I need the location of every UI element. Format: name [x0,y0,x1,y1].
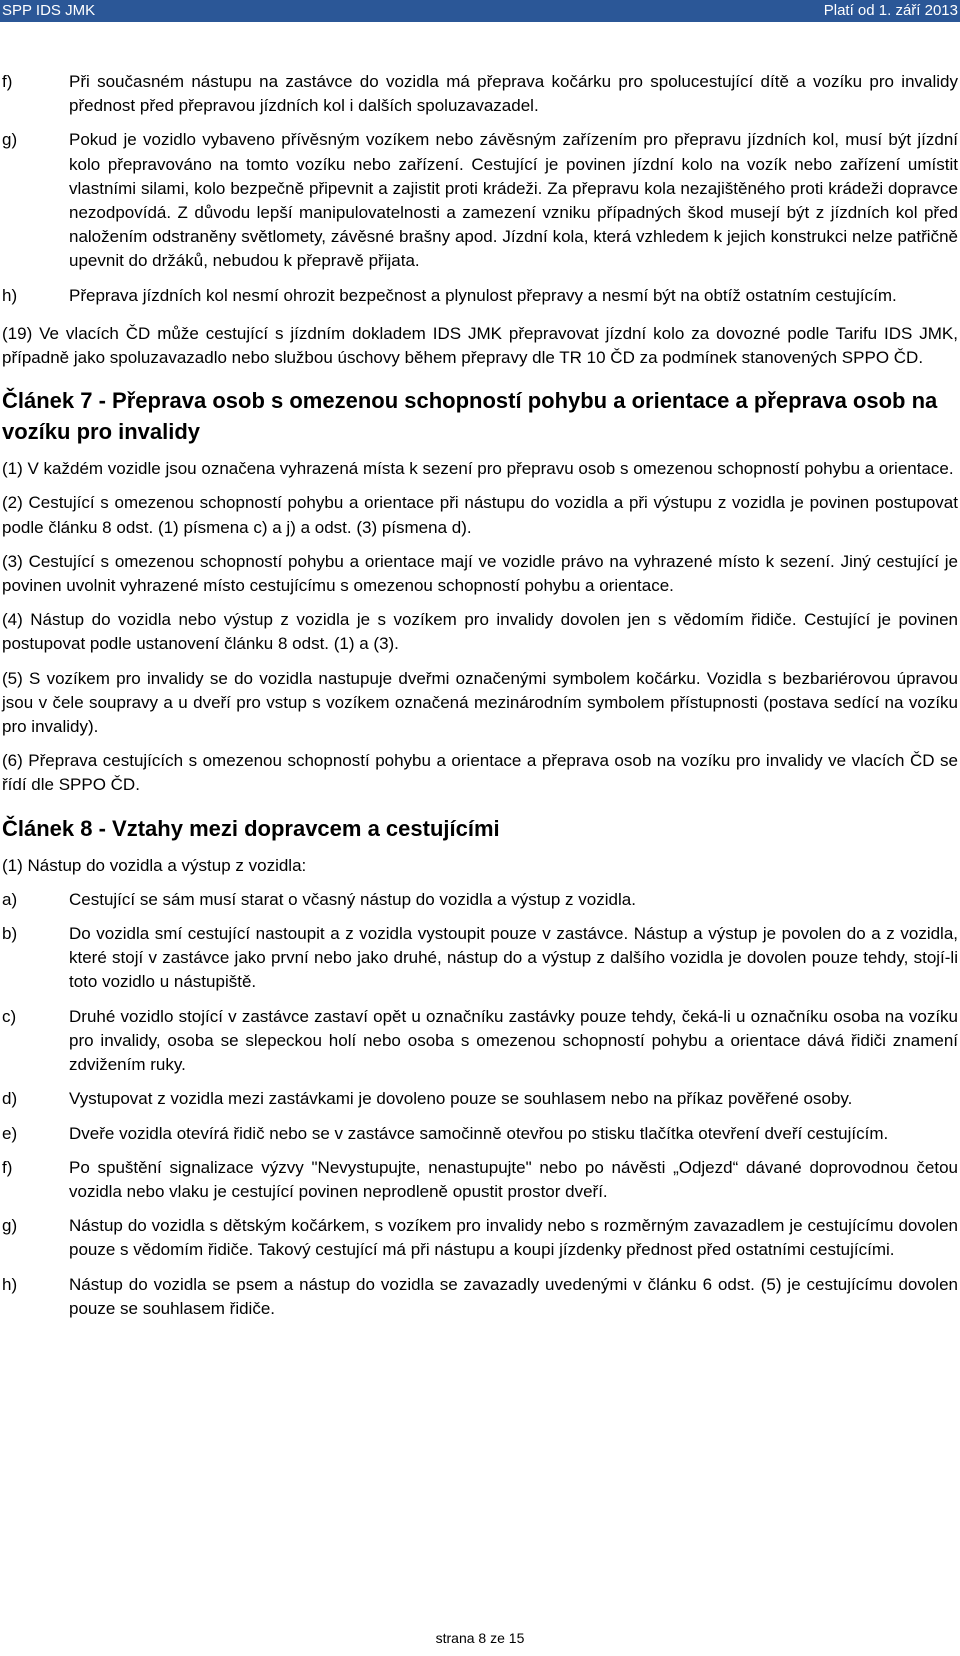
list-marker: g) [2,1216,18,1236]
list-item-text: Do vozidla smí cestující nastoupit a z vozidla vystoupit pouze v zastávce. Nástup a výstup je povolen do a z vozidla, které stojí v zastávce jako první nebo jako druhé, nástup do a výstup z dalšího vozidla je dovolen pouze tehdy, stojí-li toto vozidlo u nástupiště. [69,924,958,992]
list-marker: f) [2,1157,13,1177]
article-7-heading: Článek 7 - Přeprava osob s omezenou schopností pohybu a orientace a přeprava osob na vozíku pro invalidy [2,388,938,445]
list-item-text: Druhé vozidlo stojící v zastávce zastaví opět u označníku zastávky pouze tehdy, čeká-li u označníku osoba na vozíku pro invalidy, osoba se slepeckou holí nebo osoba s omezenou schopností pohybu a orientace dává řidiči znamení zdvižením ruky. [69,1006,958,1075]
list-item [2,1087,958,1111]
list-item [2,128,958,273]
list-item [2,922,958,995]
list-item-text: Při současném nástupu na zastávce do vozidla má přeprava kočárku pro spolucestující dítě a vozíku pro invalidy přednost před přepravou jízdních kol i dalších spoluzavazadel. [69,72,958,116]
list-item [2,1214,958,1262]
list-item [2,1156,958,1204]
header-document-name: SPP IDS JMK [2,2,96,19]
article-7-paragraph: (4) Nástup do vozidla nebo výstup z vozidla je s vozíkem pro invalidy dovolen jen s vědomím řidiče. Cestující je povinen postupovat podle ustanovení článku 8 odst. (1) a (3). [2,610,958,654]
article-7-paragraph: (3) Cestující s omezenou schopností pohybu a orientace mají ve vozidle právo na vyhrazené místo k sezení. Jiný cestující je povinen uvolnit vyhrazené místo cestujícímu s omezenou schopností pohybu a orientace. [2,551,958,596]
list-marker: b) [2,924,18,944]
list-item-text: Po spuštění signalizace výzvy "Nevystupujte, nenastupujte" nebo po návěsti „Odjezd“ dávané doprovodnou četou vozidla nebo vlaku je cestující povinen neprodleně opustit prostor dveří. [69,1157,958,1201]
list-marker: d) [2,1089,18,1109]
boarding-rules-list [2,888,958,1321]
list-marker: e) [2,1123,18,1143]
article-7-paragraph: (1) V každém vozidle jsou označena vyhrazená místa k sezení pro přepravu osob s omezenou schopností pohybu a orientace. [2,459,954,479]
list-item-text: Nástup do vozidla s dětským kočárkem, s vozíkem pro invalidy nebo s rozměrným zavazadlem je cestujícímu dovolen pouze s vědomím řidiče. Takový cestující má při nástupu a koupi jízdenky přednost před ostatními cestujícími. [69,1216,958,1260]
list-marker: h) [2,285,18,305]
list-item-text: Přeprava jízdních kol nesmí ohrozit bezpečnost a plynulost přepravy a nesmí být na obtíž ostatním cestujícím. [69,285,897,305]
header-valid-from: Platí od 1. září 2013 [823,2,958,19]
article-7-paragraph: (5) S vozíkem pro invalidy se do vozidla nastupuje dveřmi označenými symbolem kočárku. Vozidla s bezbariérovou úpravou jsou v čele soupravy a u dveří pro vstup s vozíkem označená mezinárodním symbolem přístupnosti (postava sedící na vozíku pro invalidy). [2,668,958,737]
list-marker: f) [2,72,13,91]
list-marker: c) [2,1006,17,1026]
document-body [0,70,960,1331]
page-header [0,0,960,22]
paragraph-19: (19) Ve vlacích ČD může cestující s jízdním dokladem IDS JMK přepravovat jízdní kolo za dovozné podle Tarifu IDS JMK, případně jako spoluzavazadlo nebo službou úschovy během přepravy dle TR 10 ČD za podmínek stanovených SPPO ČD. [2,323,958,368]
list-item [2,1122,958,1146]
article-7-paragraph: (6) Přeprava cestujících s omezenou schopností pohybu a orientace a přeprava osob na vozíku pro invalidy ve vlacích ČD se řídí dle SPPO ČD. [2,751,958,795]
list-marker: g) [2,130,18,150]
list-marker: a) [2,889,18,909]
article-8-intro: (1) Nástup do vozidla a výstup z vozidla: [2,855,307,875]
list-item-text: Pokud je vozidlo vybaveno přívěsným vozíkem nebo závěsným zařízením pro přepravu jízdních kol, musí být jízdní kolo přepravováno na tomto vozíku nebo zařízení. Cestující je povinen jízdní kolo na vozík nebo zařízení umístit vlastními silami, kolo bezpečně připevnit a zajistit proti krádeži. Za přepravu kola nezajištěného proti krádeži dopravce nezodpovídá. Z důvodu lepší manipulovatelnosti a zamezení vzniku případných škod musejí být z jízdních kol před naložením odstraněny světlomety, závěsné brašny apod. Jízdní kola, která vzhledem k jejich konstrukci nelze patřičně upevnit do držáků, nebudou k přepravě přijata. [69,130,958,271]
list-item [2,70,958,118]
list-marker: h) [2,1274,18,1294]
article-7-paragraph: (2) Cestující s omezenou schopností pohybu a orientace při nástupu do vozidla a při výstupu z vozidla je povinen postupovat podle článku 8 odst. (1) písmena c) a j) a odst. (3) písmena d). [2,493,958,537]
page-number: strana 8 ze 15 [435,1630,525,1646]
list-item-text: Cestující se sám musí starat o včasný nástup do vozidla a výstup z vozidla. [69,889,636,909]
list-item [2,1005,958,1078]
article-8-heading: Článek 8 - Vztahy mezi dopravcem a cestujícími [2,815,500,841]
bicycle-rules-list [2,70,958,308]
list-item [2,888,958,912]
list-item-text: Nástup do vozidla se psem a nástup do vozidla se zavazadly uvedenými v článku 6 odst. (5) je cestujícímu dovolen pouze se souhlasem řidiče. [69,1274,958,1318]
list-item [2,284,958,308]
list-item-text: Dveře vozidla otevírá řidič nebo se v zastávce samočinně otevřou po stisku tlačítka otevření dveří cestujícím. [69,1123,889,1143]
list-item [2,1273,958,1321]
list-item-text: Vystupovat z vozidla mezi zastávkami je dovoleno pouze se souhlasem nebo na příkaz pověřené osoby. [69,1089,853,1109]
